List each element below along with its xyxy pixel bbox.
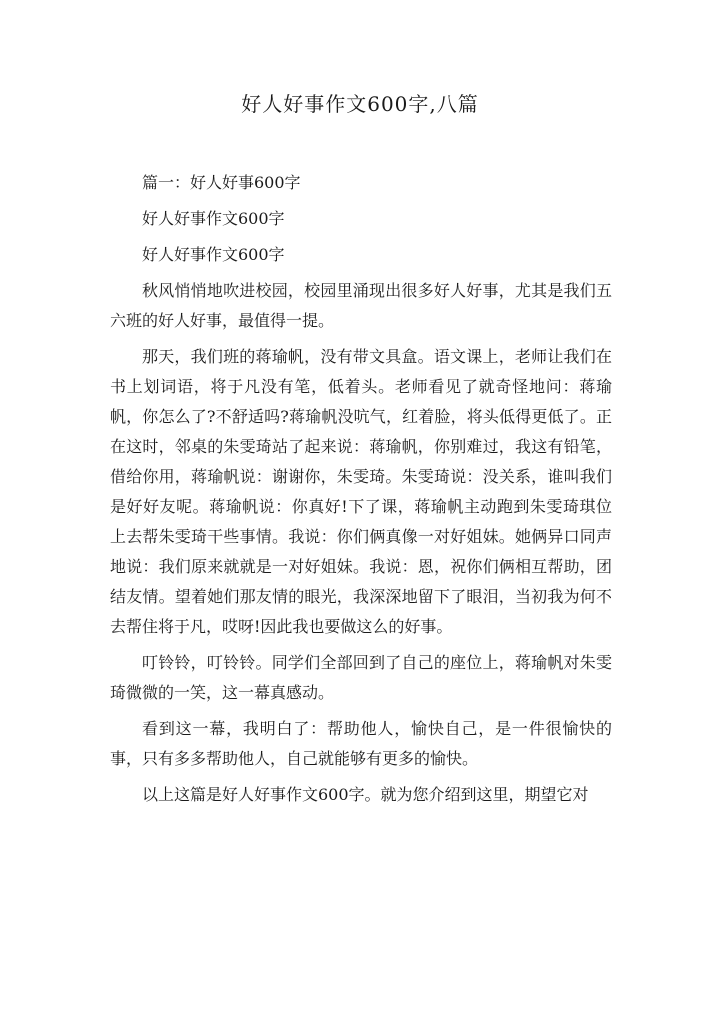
document-title: 好人好事作文600字,八篇 bbox=[241, 92, 479, 116]
body-paragraph: 以上这篇是好人好事作文600字。就为您介绍到这里，期望它对 bbox=[142, 785, 589, 804]
section-heading: 篇一：好人好事600字 bbox=[142, 173, 301, 192]
body-paragraph: 看到这一幕，我明白了：帮助他人，愉快自己，是一件很愉快的事，只有多多帮助他人，自己就能够有更多的愉快。 bbox=[110, 719, 612, 768]
document-body bbox=[110, 168, 612, 816]
body-paragraph: 叮铃铃，叮铃铃。同学们全部回到了自己的座位上，蒋瑜帆对朱雯琦微微的一笑，这一幕真感动。 bbox=[110, 653, 612, 702]
subtitle-line: 好人好事作文600字 bbox=[142, 245, 285, 264]
body-paragraph: 秋风悄悄地吹进校园，校园里涌现出很多好人好事，尤其是我们五六班的好人好事，最值得一提。 bbox=[110, 281, 612, 330]
subtitle-line: 好人好事作文600字 bbox=[142, 209, 285, 228]
body-paragraph: 那天，我们班的蒋瑜帆，没有带文具盒。语文课上，老师让我们在书上划词语，将于凡没有笔，低着头。老师看见了就奇怪地问：蒋瑜帆，你怎么了?不舒适吗?蒋瑜帆没吭气，红着脸，将头低得更低了。正在这时，邻桌的朱雯琦站了起来说：蒋瑜帆，你别难过，我这有铅笔，借给你用，蒋瑜帆说：谢谢你，朱雯琦。朱雯琦说：没关系，谁叫我们是好好友呢。蒋瑜帆说：你真好!下了课，蒋瑜帆主动跑到朱雯琦琪位上去帮朱雯琦干些事情。我说：你们俩真像一对好姐妹。她俩异口同声地说：我们原来就就是一对好姐妹。我说：恩，祝你们俩相互帮助，团结友情。望着她们那友情的眼光，我深深地留下了眼泪，当初我为何不去帮住将于凡，哎呀!因此我也要做这么的好事。 bbox=[110, 347, 612, 636]
